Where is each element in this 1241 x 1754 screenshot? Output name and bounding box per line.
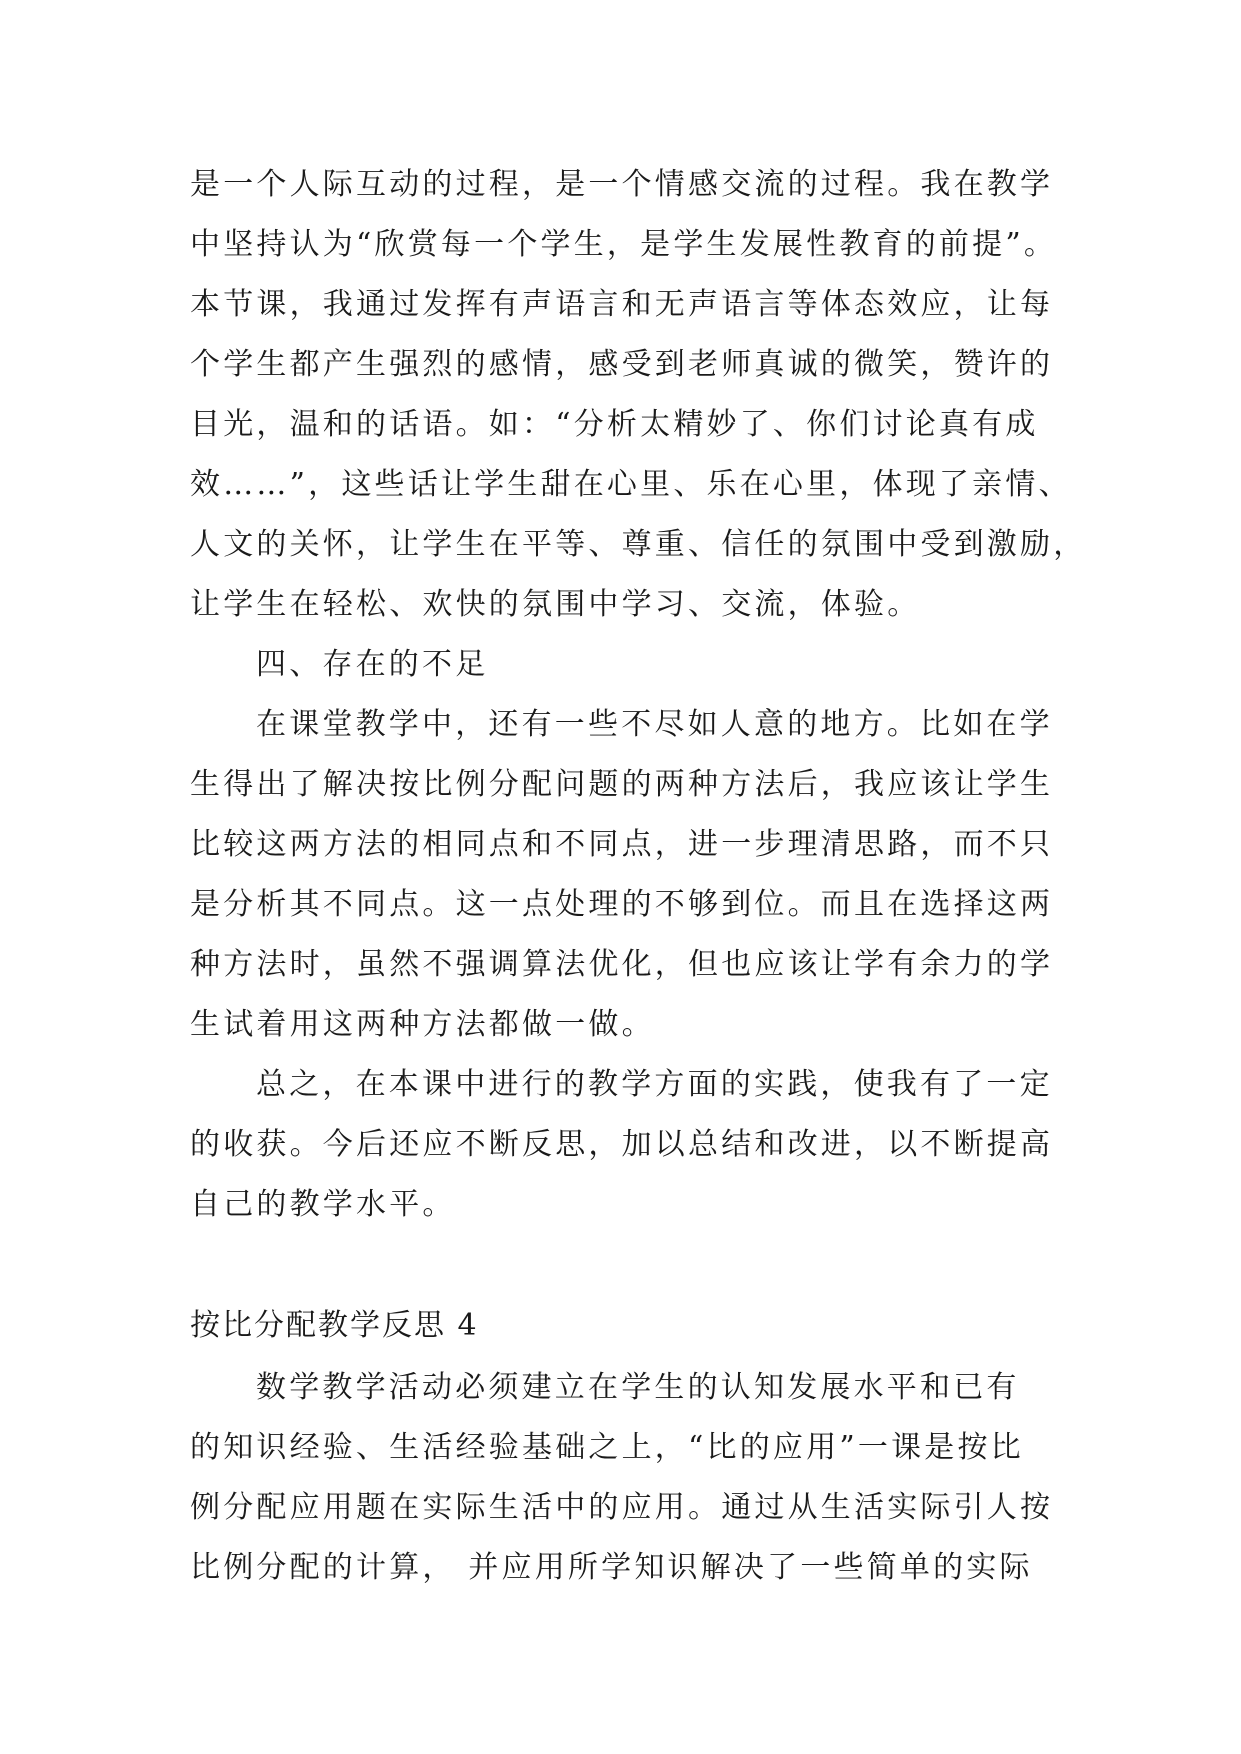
paragraph-first-line: 在课堂教学中，还有一些不尽如人意的地方。比如在学 <box>256 707 1053 742</box>
text-line: 比例分配的计算， 并应用所学知识解决了一些简单的实际 <box>190 1550 1033 1585</box>
document-title: 按比分配教学反思 4 <box>190 1308 479 1343</box>
text-line: 是一个人际互动的过程，是一个情感交流的过程。我在教学 <box>190 167 1054 202</box>
text-line: 生得出了解决按比例分配问题的两种方法后，我应该让学生 <box>190 767 1054 802</box>
paragraph-first-line: 数学教学活动必须建立在学生的认知发展水平和已有 <box>256 1370 1020 1405</box>
text-line: 让学生在轻松、欢快的氛围中学习、交流，体验。 <box>190 587 921 622</box>
text-line: 人文的关怀，让学生在平等、尊重、信任的氛围中受到激励， <box>190 527 1087 562</box>
text-line: 比较这两方法的相同点和不同点，进一步理清思路，而不只 <box>190 827 1054 862</box>
section-heading: 四、存在的不足 <box>256 647 489 682</box>
text-line: 种方法时，虽然不强调算法优化，但也应该让学有余力的学 <box>190 947 1054 982</box>
text-line: 个学生都产生强烈的感情，感受到老师真诚的微笑，赞许的 <box>190 347 1054 382</box>
text-line: 中坚持认为“欣赏每一个学生，是学生发展性教育的前提”。 <box>190 227 1058 262</box>
text-line: 的知识经验、生活经验基础之上，“比的应用”一课是按比 <box>190 1430 1024 1465</box>
text-line: 效……”，这些话让学生甜在心里、乐在心里，体现了亲情、 <box>190 467 1072 502</box>
text-line: 目光，温和的话语。如：“分析太精妙了、你们讨论真有成 <box>190 407 1039 442</box>
text-line: 是分析其不同点。这一点处理的不够到位。而且在选择这两 <box>190 887 1054 922</box>
text-line: 的收获。今后还应不断反思，加以总结和改进，以不断提高 <box>190 1127 1054 1162</box>
text-line: 生试着用这两种方法都做一做。 <box>190 1007 655 1042</box>
text-line: 例分配应用题在实际生活中的应用。通过从生活实际引人按 <box>190 1490 1054 1525</box>
text-line: 本节课，我通过发挥有声语言和无声语言等体态效应，让每 <box>190 287 1054 322</box>
text-line: 自己的教学水平。 <box>190 1187 456 1222</box>
paragraph-first-line: 总之，在本课中进行的教学方面的实践，使我有了一定 <box>256 1067 1053 1102</box>
